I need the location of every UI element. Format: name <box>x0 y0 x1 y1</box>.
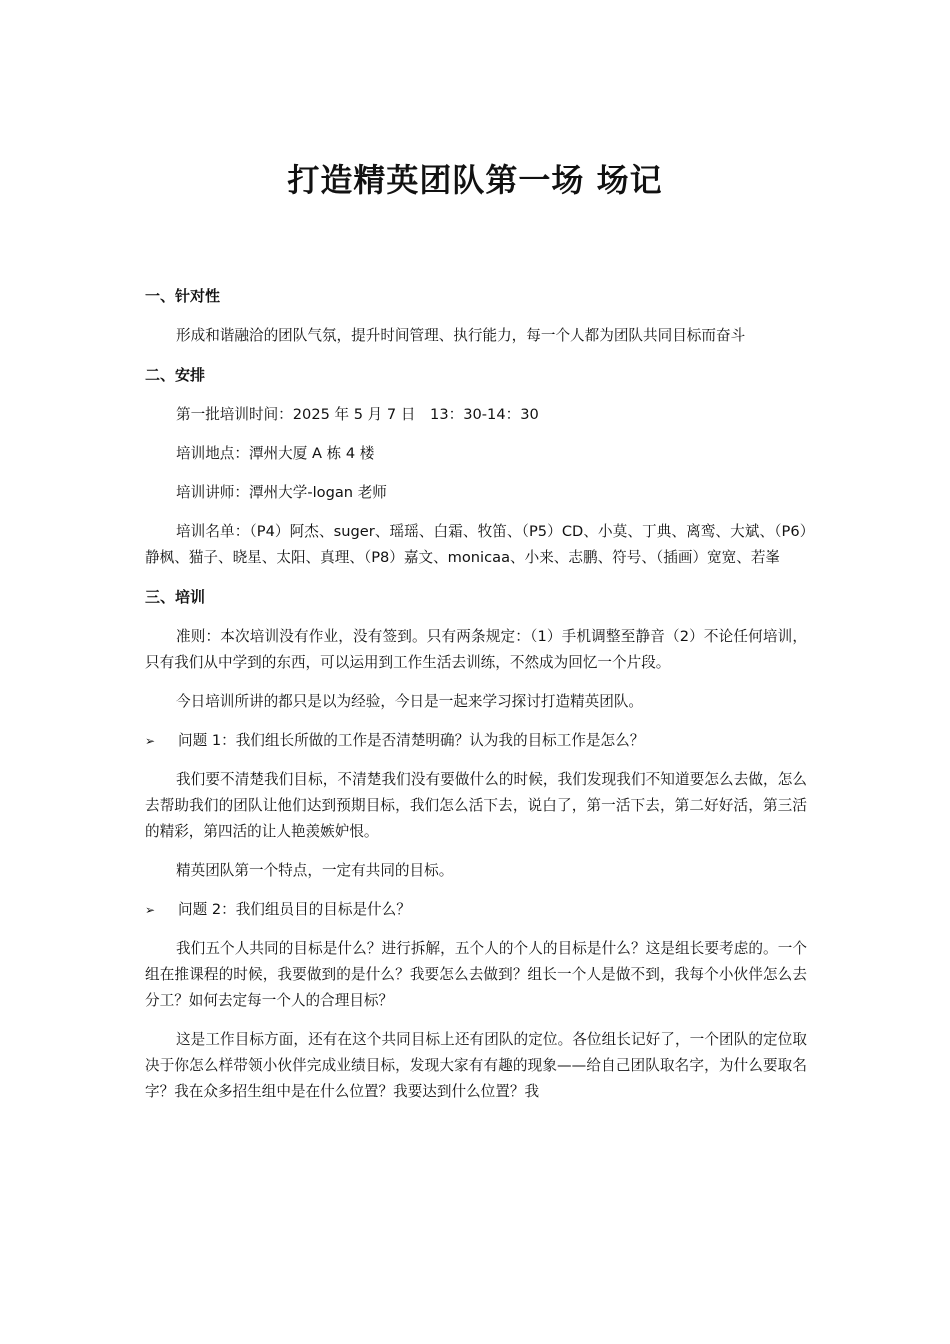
paragraph-answer-2: 我们五个人共同的目标是什么？进行拆解，五个人的个人的目标是什么？这是组长要考虑的。一个组在推课程的时候，我要做到的是什么？我要怎么去做到？组长一个人是做不到，我每个小伙伴怎么去分工？如何去定每一个人的合理目标？ <box>145 940 807 1009</box>
paragraph-intro: 今日培训所讲的都只是以为经验，今日是一起来学习探讨打造精英团队。 <box>176 693 644 710</box>
bullet-question-1 <box>145 728 807 754</box>
paragraph-training-time: 第一批培训时间：2025 年 5 月 7 日 13：30-14：30 <box>176 406 539 423</box>
bullet-question-2 <box>145 897 807 923</box>
paragraph-feature: 精英团队第一个特点，一定有共同的目标。 <box>176 862 454 879</box>
paragraph-targeting: 形成和谐融洽的团队气氛，提升时间管理、执行能力，每一个人都为团队共同目标而奋斗 <box>176 327 746 344</box>
document-title: 打造精英团队第一场 场记 <box>287 161 663 199</box>
section-heading-arrangement: 二、安排 <box>145 366 206 384</box>
paragraph-answer-3: 这是工作目标方面，还有在这个共同目标上还有团队的定位。各位组长记好了，一个团队的定位取决于你怎么样带领小伙伴完成业绩目标，发现大家有有趣的现象——给自己团队取名字，为什么要取名字？我在众多招生组中是在什么位置？我要达到什么位置？我 <box>145 1031 807 1100</box>
question-1-text: 问题 1：我们组长所做的工作是否清楚明确？认为我的目标工作是怎么？ <box>178 732 645 749</box>
document-body <box>145 283 807 1118</box>
paragraph-training-teacher: 培训讲师：潭州大学-logan 老师 <box>176 484 387 501</box>
section-heading-training: 三、培训 <box>145 588 206 606</box>
question-2-text: 问题 2：我们组员目的目标是什么？ <box>178 901 411 918</box>
paragraph-answer-1: 我们要不清楚我们目标，不清楚我们没有要做什么的时候，我们发现我们不知道要怎么去做，怎么去帮助我们的团队让他们达到预期目标，我们怎么活下去，说白了，第一活下去，第二好好活，第三活的精彩，第四活的让人艳羡嫉妒恨。 <box>145 771 807 840</box>
section-heading-targeting: 一、针对性 <box>145 287 221 305</box>
paragraph-rule: 准则：本次培训没有作业，没有签到。只有两条规定：（1）手机调整至静音（2）不论任何培训，只有我们从中学到的东西，可以运用到工作生活去训练，不然成为回忆一个片段。 <box>145 628 807 671</box>
arrow-bullet-icon: ➢ <box>145 903 156 917</box>
arrow-bullet-icon: ➢ <box>145 734 156 748</box>
paragraph-training-list: 培训名单：（P4）阿杰、suger、瑶瑶、白霜、牧笛、（P5）CD、小莫、丁典、离鸾、大斌、（P6）静枫、猫子、晓星、太阳、真理、（P8）嘉文、monicaa、小来、志鹏、符号、（插画）宽宽、若峯 <box>145 523 807 566</box>
paragraph-training-place: 培训地点：潭州大厦 A 栋 4 楼 <box>176 445 375 462</box>
